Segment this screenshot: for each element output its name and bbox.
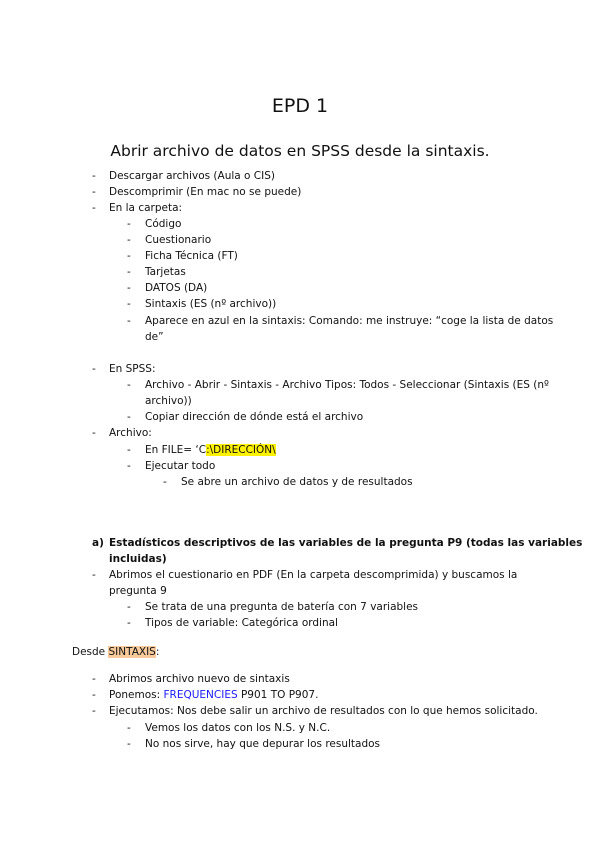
list-item: Se abre un archivo de datos y de resultados xyxy=(181,476,413,488)
bullet-dash: - xyxy=(127,379,131,391)
bullet-dash: - xyxy=(92,170,96,182)
bullet-dash: - xyxy=(127,460,131,472)
section-heading-continuation: incluidas) xyxy=(109,553,167,565)
bullet-dash: - xyxy=(92,186,96,198)
list-item: Cuestionario xyxy=(145,234,212,246)
page-title: EPD 1 xyxy=(271,95,329,117)
frequencies-command: FREQUENCIES xyxy=(163,689,238,701)
list-item: Código xyxy=(145,218,182,230)
file-prefix: En FILE= ‘C xyxy=(145,444,207,456)
list-item-continuation: de” xyxy=(145,331,164,343)
list-item: Tarjetas xyxy=(145,266,186,278)
bullet-dash: - xyxy=(92,202,96,214)
bullet-dash: - xyxy=(92,427,96,439)
list-item: Ejecutar todo xyxy=(145,460,216,472)
file-path-highlight: :\DIRECCIÓN\ xyxy=(206,444,276,456)
list-item: Ficha Técnica (FT) xyxy=(145,250,238,262)
section-marker: a) xyxy=(92,537,104,549)
list-item: Sintaxis (ES (nº archivo)) xyxy=(145,298,277,310)
bullet-dash: - xyxy=(127,315,131,327)
list-item-ponemos xyxy=(109,687,318,703)
ponemos-prefix: Ponemos: xyxy=(109,689,164,701)
bullet-dash: - xyxy=(92,363,96,375)
bullet-dash: - xyxy=(127,298,131,310)
list-item: En SPSS: xyxy=(109,363,156,375)
desde-prefix: Desde xyxy=(72,646,109,658)
bullet-dash: - xyxy=(92,673,96,685)
bullet-dash: - xyxy=(92,705,96,717)
list-item: Descomprimir (En mac no se puede) xyxy=(109,186,302,198)
bullet-dash: - xyxy=(127,617,131,629)
list-item: Archivo: xyxy=(109,427,152,439)
bullet-dash: - xyxy=(163,476,167,488)
bullet-dash: - xyxy=(127,601,131,613)
ponemos-suffix: P901 TO P907. xyxy=(237,689,319,701)
list-item: Se trata de una pregunta de batería con 7 variables xyxy=(145,601,419,613)
bullet-dash: - xyxy=(127,738,131,750)
bullet-dash: - xyxy=(127,250,131,262)
bullet-dash: - xyxy=(127,722,131,734)
bullet-dash: - xyxy=(127,282,131,294)
list-item: Abrimos archivo nuevo de sintaxis xyxy=(109,673,290,685)
list-item: No nos sirve, hay que depurar los resultados xyxy=(145,738,381,750)
list-item: DATOS (DA) xyxy=(145,282,208,294)
bullet-dash: - xyxy=(92,689,96,701)
list-item: En la carpeta: xyxy=(109,202,183,214)
bullet-dash: - xyxy=(127,444,131,456)
list-item: Ejecutamos: Nos debe salir un archivo de resultados con lo que hemos solicitado. xyxy=(109,705,538,717)
list-item: Abrimos el cuestionario en PDF (En la carpeta descomprimida) y buscamos la xyxy=(109,569,518,581)
desde-heading xyxy=(72,644,159,660)
bullet-dash: - xyxy=(92,569,96,581)
list-item-continuation: pregunta 9 xyxy=(109,585,167,597)
bullet-dash: - xyxy=(127,411,131,423)
list-item: Descargar archivos (Aula o CIS) xyxy=(109,170,275,182)
bullet-dash: - xyxy=(127,234,131,246)
bullet-dash: - xyxy=(127,266,131,278)
desde-suffix: : xyxy=(155,646,160,658)
list-item: Copiar dirección de dónde está el archivo xyxy=(145,411,364,423)
list-item: Archivo - Abrir - Sintaxis - Archivo Tipos: Todos - Seleccionar (Sintaxis (ES (nº xyxy=(145,379,549,391)
section-heading: Estadísticos descriptivos de las variables de la pregunta P9 (todas las variables xyxy=(109,537,583,549)
list-item-continuation: archivo)) xyxy=(145,395,192,407)
list-item: Aparece en azul en la sintaxis: Comando: me instruye: “coge la lista de datos xyxy=(145,315,554,327)
list-item: Vemos los datos con los N.S. y N.C. xyxy=(145,722,331,734)
page-subtitle: Abrir archivo de datos en SPSS desde la sintaxis. xyxy=(110,142,490,160)
sintaxis-highlight: SINTAXIS xyxy=(108,646,156,658)
list-item-file xyxy=(145,442,276,458)
bullet-dash: - xyxy=(127,218,131,230)
list-item: Tipos de variable: Categórica ordinal xyxy=(145,617,338,629)
